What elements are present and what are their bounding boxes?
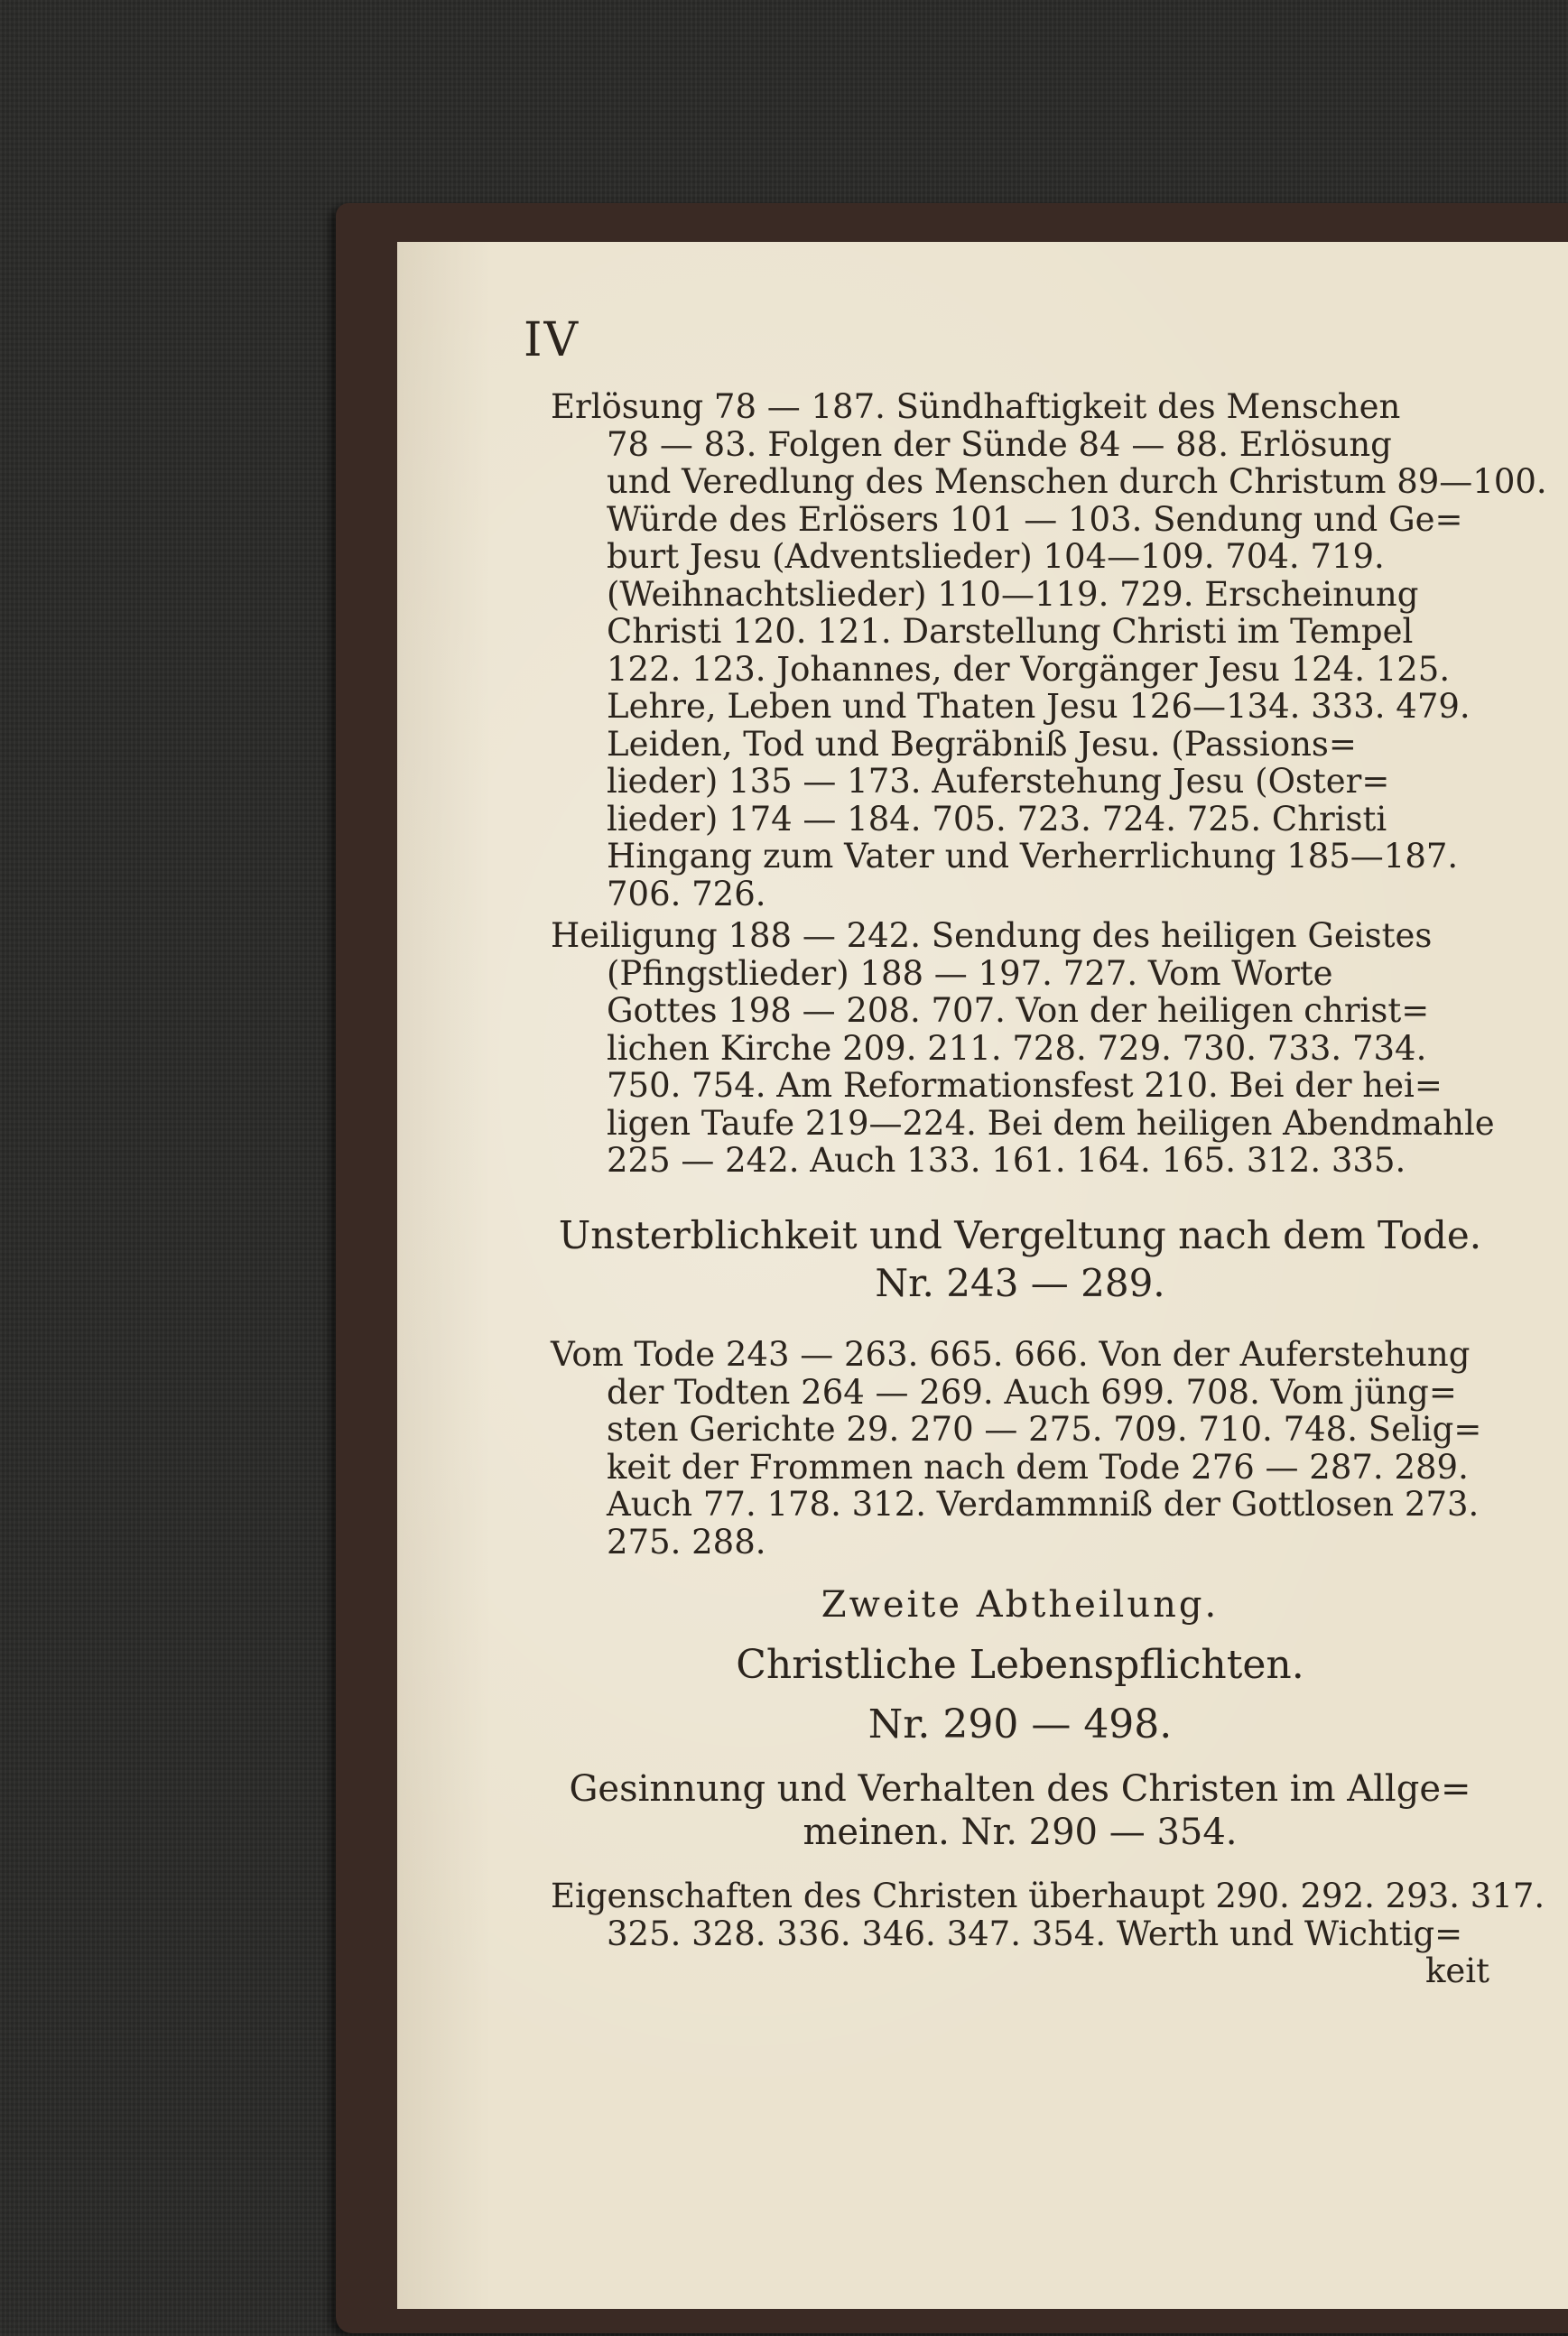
entry-line: Würde des Erlösers 101 — 103. Sendung und Ge= xyxy=(607,499,1463,539)
division-title: Christliche Lebenspflichten. xyxy=(736,1642,1304,1688)
entry-line: Gottes 198 — 208. 707. Von der heiligen christ= xyxy=(607,991,1430,1030)
division-heading: Zweite Abtheilung. xyxy=(821,1584,1220,1626)
subsection-heading: Gesinnung und Verhalten des Christen im Allge= xyxy=(569,1768,1471,1810)
section-heading: Unsterblichkeit und Vergeltung nach dem Tode. xyxy=(558,1213,1482,1257)
entry-line: sten Gerichte 29. 270 — 275. 709. 710. 748. Selig= xyxy=(607,1410,1482,1449)
entry-line: lichen Kirche 209. 211. 728. 729. 730. 733. 734. xyxy=(607,1028,1427,1068)
entry-line: 78 — 83. Folgen der Sünde 84 — 88. Erlösung xyxy=(607,424,1392,464)
entry-line: Heiligung 188 — 242. Sendung des heiligen Geistes xyxy=(551,916,1433,955)
section-range: Nr. 243 — 289. xyxy=(875,1261,1165,1305)
entry-line: Christi 120. 121. Darstellung Christi im Tempel xyxy=(607,612,1414,651)
entry-line: keit der Frommen nach dem Tode 276 — 287. 289. xyxy=(607,1447,1469,1487)
entry-line: burt Jesu (Adventslieder) 104—109. 704. 719. xyxy=(607,537,1385,576)
entry-heiligung xyxy=(551,916,1495,1180)
book-page xyxy=(397,242,1568,2309)
entry-eigenschaften xyxy=(551,1877,1545,1990)
entry-vom-tode xyxy=(551,1336,1489,1561)
entry-line: (Pfingstlieder) 188 — 197. 727. Vom Worte xyxy=(607,953,1333,993)
entry-line: 275. 288. xyxy=(607,1522,766,1562)
entry-line: Vom Tode 243 — 263. 665. 666. Von der Auferstehung xyxy=(551,1335,1471,1374)
entry-line: 225 — 242. Auch 133. 161. 164. 165. 312. 335. xyxy=(607,1141,1406,1180)
entry-line: Eigenschaften des Christen überhaupt 290. 292. 293. 317. xyxy=(551,1877,1545,1915)
entry-erloesung xyxy=(551,387,1547,913)
entry-line: keit xyxy=(1424,1951,1489,1990)
entry-line: der Todten 264 — 269. Auch 699. 708. Vom jüng= xyxy=(607,1372,1457,1412)
entry-line: Erlösung 78 — 187. Sündhaftigkeit des Menschen xyxy=(551,387,1401,426)
entry-line: Hingang zum Vater und Verherrlichung 185—187. xyxy=(607,837,1459,876)
entry-line: lieder) 135 — 173. Auferstehung Jesu (Oster= xyxy=(607,762,1390,801)
division-range: Nr. 290 — 498. xyxy=(868,1701,1173,1747)
entry-line: Lehre, Leben und Thaten Jesu 126—134. 333. 479. xyxy=(607,687,1471,726)
entry-line: und Veredlung des Menschen durch Christum 89—100. xyxy=(607,462,1547,501)
entry-line: (Weihnachtslieder) 110—119. 729. Erscheinung xyxy=(607,574,1419,614)
entry-line: 750. 754. Am Reformationsfest 210. Bei der hei= xyxy=(607,1066,1443,1105)
entry-line: 122. 123. Johannes, der Vorgänger Jesu 124. 125. xyxy=(607,649,1451,689)
entry-line: Leiden, Tod und Begräbniß Jesu. (Passions= xyxy=(607,724,1357,764)
entry-line: Auch 77. 178. 312. Verdammniß der Gottlosen 273. xyxy=(607,1485,1480,1524)
entry-line: ligen Taufe 219—224. Bei dem heiligen Abendmahle xyxy=(607,1103,1495,1143)
entry-line: 706. 726. xyxy=(607,874,766,913)
entry-line: 325. 328. 336. 346. 347. 354. Werth und Wichtig= xyxy=(607,1914,1463,1953)
subsection-range: meinen. Nr. 290 — 354. xyxy=(803,1812,1238,1853)
page-number: IV xyxy=(524,313,580,367)
entry-line: lieder) 174 — 184. 705. 723. 724. 725. Christi xyxy=(607,799,1387,839)
